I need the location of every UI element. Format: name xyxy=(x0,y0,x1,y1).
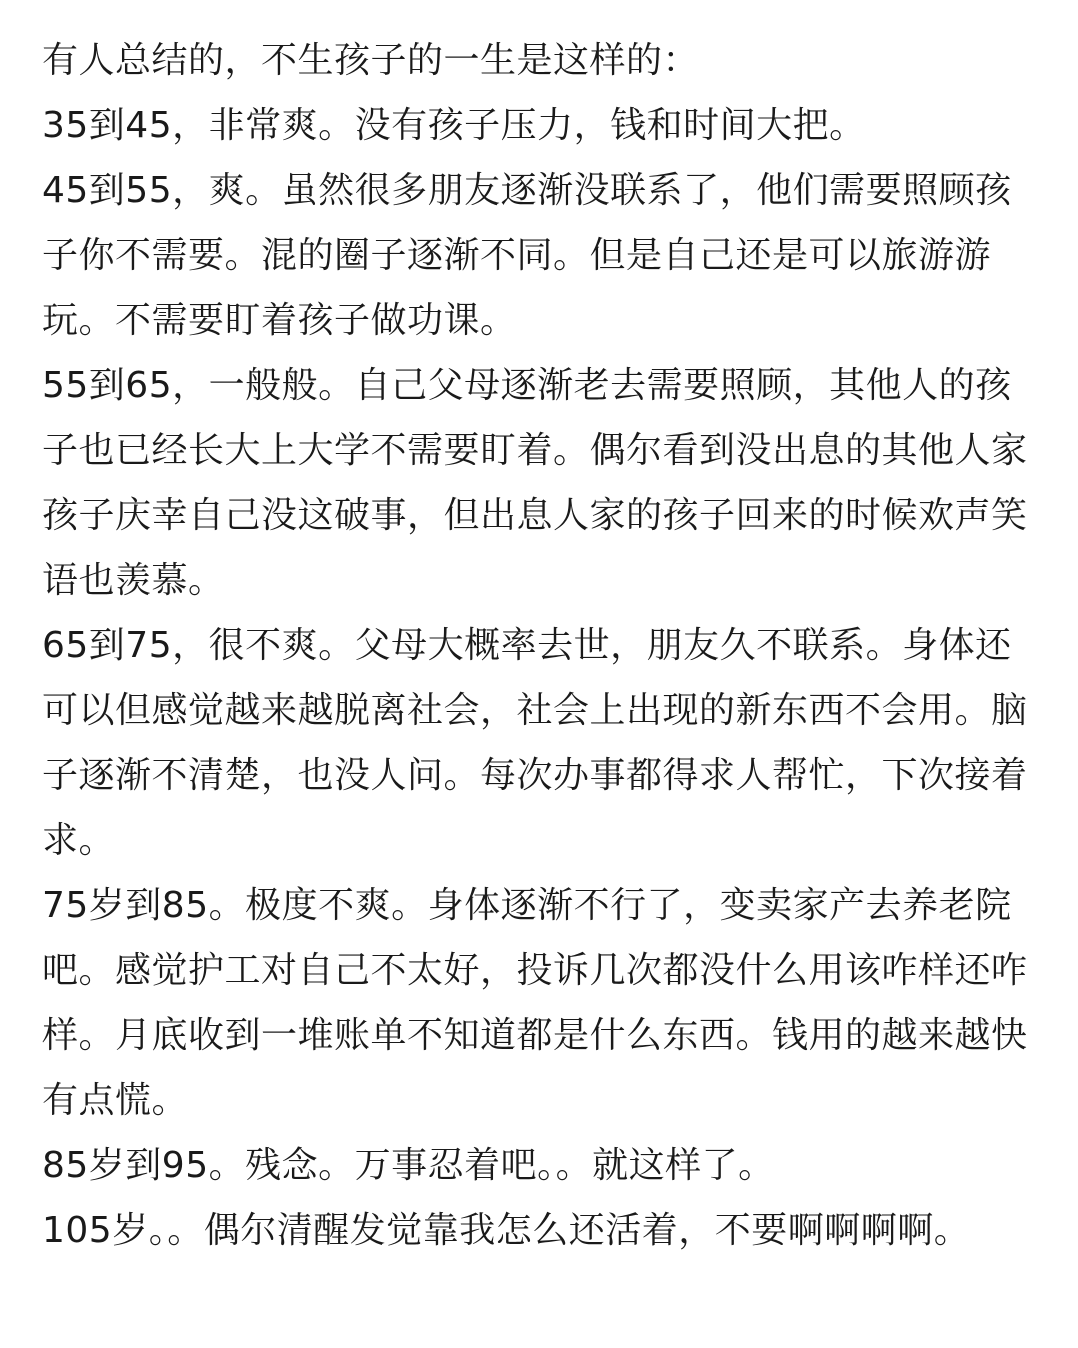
age-35-45-paragraph: 35到45，非常爽。没有孩子压力，钱和时间大把。 xyxy=(42,105,866,146)
intro-paragraph: 有人总结的，不生孩子的一生是这样的： xyxy=(42,40,700,81)
age-55-65-paragraph: 55到65，一般般。自己父母逐渐老去需要照顾，其他人的孩子也已经长大上大学不需要盯着。偶尔看到没出息的其他人家孩子庆幸自己没这破事，但出息人家的孩子回来的时候欢声笑语也羡慕。 xyxy=(42,365,1028,601)
post-body xyxy=(42,28,1036,1263)
age-105-paragraph: 105岁。。偶尔清醒发觉靠我怎么还活着，不要啊啊啊啊。 xyxy=(42,1210,971,1251)
age-45-55-paragraph: 45到55，爽。虽然很多朋友逐渐没联系了，他们需要照顾孩子你不需要。混的圈子逐渐不同。但是自己还是可以旅游游玩。不需要盯着孩子做功课。 xyxy=(42,170,1012,341)
age-85-95-paragraph: 85岁到95。残念。万事忍着吧。。就这样了。 xyxy=(42,1145,775,1186)
age-75-85-paragraph: 75岁到85。极度不爽。身体逐渐不行了，变卖家产去养老院吧。感觉护工对自己不太好，投诉几次都没什么用该咋样还咋样。月底收到一堆账单不知道都是什么东西。钱用的越来越快有点慌。 xyxy=(42,885,1028,1121)
age-65-75-paragraph: 65到75，很不爽。父母大概率去世，朋友久不联系。身体还可以但感觉越来越脱离社会，社会上出现的新东西不会用。脑子逐渐不清楚，也没人问。每次办事都得求人帮忙，下次接着求。 xyxy=(42,625,1028,861)
